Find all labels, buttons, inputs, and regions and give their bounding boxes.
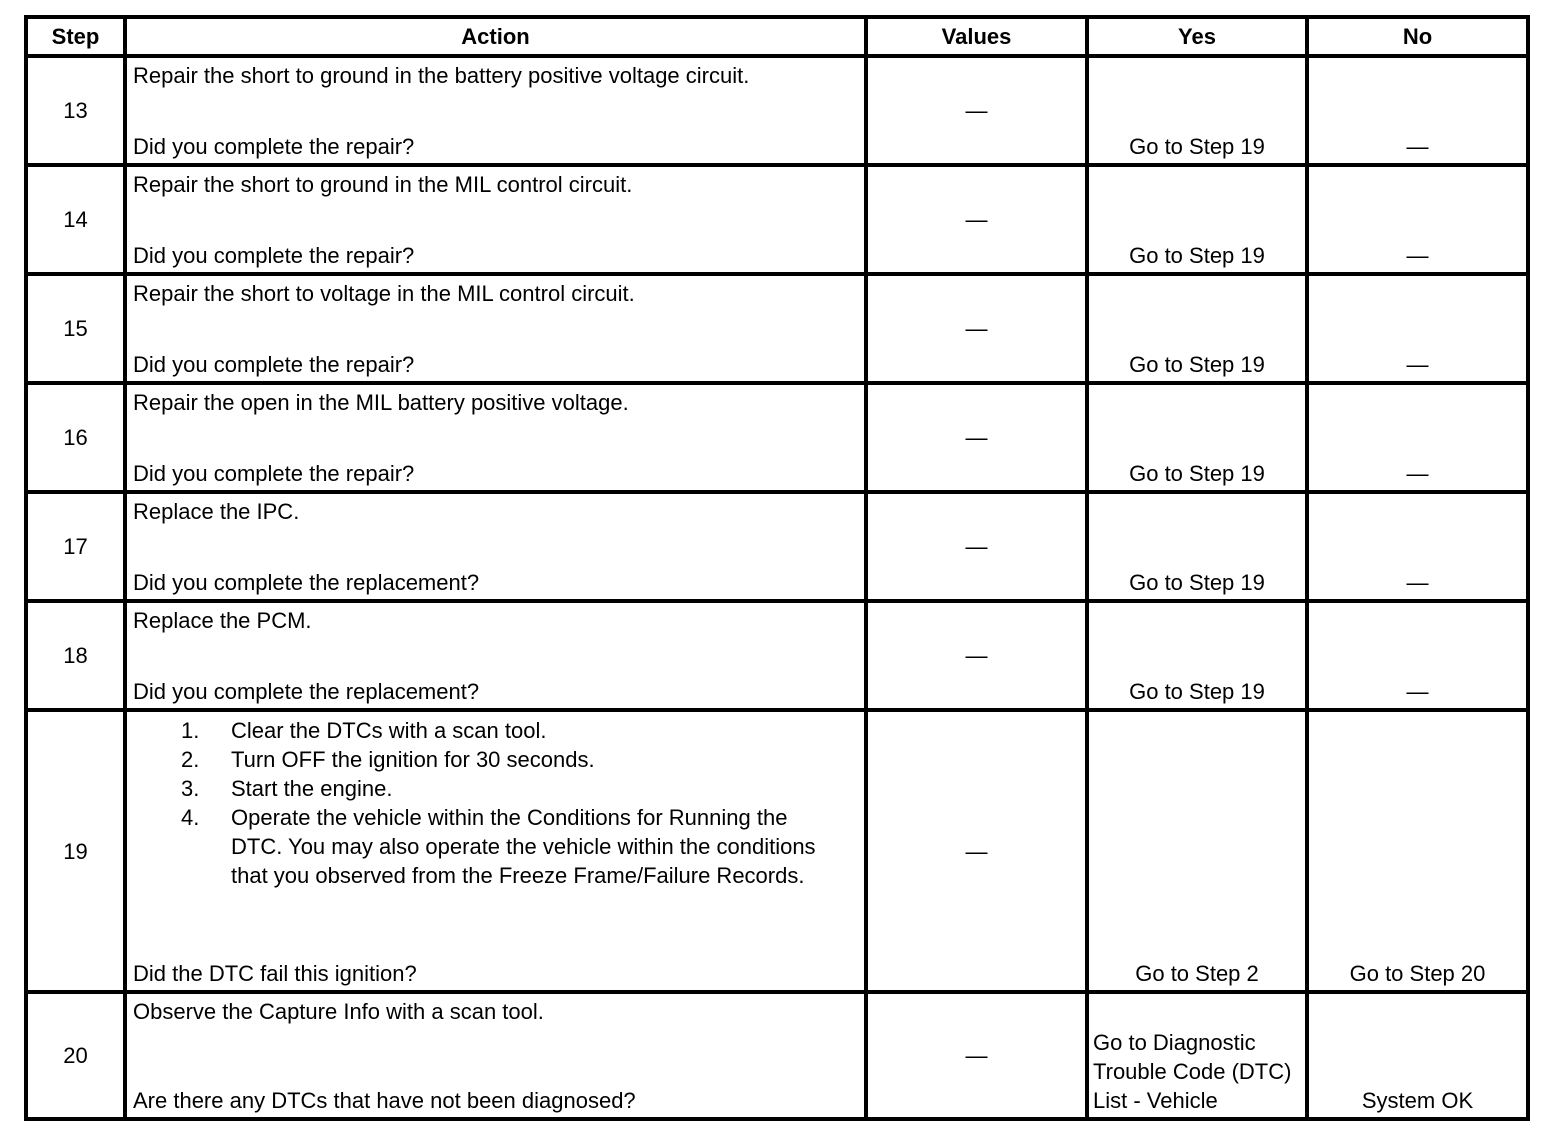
yes-result: Go to Step 19 (1129, 352, 1265, 377)
yes-result: Go to Step 2 (1135, 961, 1259, 986)
yes-cell (1087, 710, 1307, 992)
values-cell: — (866, 992, 1087, 1119)
no-cell (1307, 383, 1528, 492)
table-row (26, 56, 1528, 165)
values-cell: — (866, 492, 1087, 601)
procedure-list (127, 712, 864, 890)
action-question: Did you complete the repair? (133, 243, 415, 268)
yes-result: Go to Step 19 (1129, 461, 1265, 486)
no-cell (1307, 710, 1528, 992)
no-cell (1307, 165, 1528, 274)
no-result: — (1406, 679, 1429, 704)
no-cell (1307, 492, 1528, 601)
yes-result: Go to Diagnostic Trouble Code (DTC) List - Vehicle (1093, 1030, 1292, 1113)
list-item-number: 1. (181, 718, 200, 743)
action-question: Did you complete the repair? (133, 134, 415, 159)
table-row (26, 274, 1528, 383)
header-action: Action (125, 17, 866, 56)
no-result: — (1406, 352, 1429, 377)
no-result: System OK (1361, 1088, 1474, 1113)
action-cell (125, 274, 866, 383)
action-question: Did the DTC fail this ignition? (133, 961, 417, 986)
no-result: Go to Step 20 (1349, 961, 1486, 986)
diagnostic-table (24, 15, 1530, 1121)
table-row (26, 383, 1528, 492)
action-cell (125, 383, 866, 492)
action-question: Did you complete the replacement? (133, 679, 480, 704)
action-cell (125, 165, 866, 274)
step-number: 19 (26, 710, 125, 992)
yes-result: Go to Step 19 (1129, 134, 1265, 159)
action-question: Did you complete the repair? (133, 461, 415, 486)
action-instruction: Replace the PCM. (133, 608, 312, 633)
action-instruction: Repair the short to voltage in the MIL control circuit. (133, 281, 635, 306)
action-instruction: Observe the Capture Info with a scan tool. (133, 999, 544, 1024)
list-item (181, 745, 864, 774)
action-instruction: Repair the short to ground in the battery positive voltage circuit. (133, 63, 750, 88)
table-row (26, 601, 1528, 710)
action-instruction: Repair the open in the MIL battery positive voltage. (133, 390, 629, 415)
action-instruction: Repair the short to ground in the MIL control circuit. (133, 172, 633, 197)
action-question: Did you complete the replacement? (133, 570, 480, 595)
no-cell (1307, 274, 1528, 383)
table-row (26, 710, 1528, 992)
action-cell (125, 601, 866, 710)
list-item-number: 3. (181, 776, 200, 801)
yes-cell (1087, 56, 1307, 165)
step-number: 18 (26, 601, 125, 710)
no-cell (1307, 992, 1528, 1119)
header-yes: Yes (1087, 17, 1307, 56)
no-result: — (1406, 134, 1429, 159)
values-cell: — (866, 274, 1087, 383)
action-cell (125, 56, 866, 165)
yes-cell (1087, 274, 1307, 383)
table-row (26, 492, 1528, 601)
yes-result: Go to Step 19 (1129, 243, 1265, 268)
list-item-text: Operate the vehicle within the Conditions for Running the DTC. You may also operate the vehicle within the conditions that you observed from the Freeze Frame/Failure Records. (231, 805, 816, 888)
action-cell (125, 710, 866, 992)
yes-result: Go to Step 19 (1129, 679, 1265, 704)
no-cell (1307, 56, 1528, 165)
action-question: Are there any DTCs that have not been diagnosed? (133, 1088, 636, 1113)
step-number: 14 (26, 165, 125, 274)
yes-result: Go to Step 19 (1129, 570, 1265, 595)
header-row (26, 17, 1528, 56)
no-result: — (1406, 243, 1429, 268)
yes-cell (1087, 492, 1307, 601)
step-number: 16 (26, 383, 125, 492)
list-item (181, 716, 864, 745)
values-cell: — (866, 165, 1087, 274)
values-cell: — (866, 601, 1087, 710)
yes-cell (1087, 165, 1307, 274)
values-cell: — (866, 710, 1087, 992)
yes-cell (1087, 601, 1307, 710)
table-row (26, 165, 1528, 274)
list-item-text: Clear the DTCs with a scan tool. (231, 718, 547, 743)
values-cell: — (866, 383, 1087, 492)
list-item (181, 774, 864, 803)
values-cell: — (866, 56, 1087, 165)
header-values: Values (866, 17, 1087, 56)
action-cell (125, 992, 866, 1119)
list-item (181, 803, 864, 890)
step-number: 20 (26, 992, 125, 1119)
table-row (26, 992, 1528, 1119)
action-question: Did you complete the repair? (133, 352, 415, 377)
yes-cell (1087, 992, 1307, 1119)
no-cell (1307, 601, 1528, 710)
action-instruction: Replace the IPC. (133, 499, 300, 524)
action-cell (125, 492, 866, 601)
list-item-text: Turn OFF the ignition for 30 seconds. (231, 747, 595, 772)
no-result: — (1406, 570, 1429, 595)
step-number: 17 (26, 492, 125, 601)
list-item-number: 4. (181, 805, 200, 830)
list-item-number: 2. (181, 747, 200, 772)
header-step: Step (26, 17, 125, 56)
yes-cell (1087, 383, 1307, 492)
list-item-text: Start the engine. (231, 776, 393, 801)
step-number: 13 (26, 56, 125, 165)
no-result: — (1406, 461, 1429, 486)
header-no: No (1307, 17, 1528, 56)
step-number: 15 (26, 274, 125, 383)
